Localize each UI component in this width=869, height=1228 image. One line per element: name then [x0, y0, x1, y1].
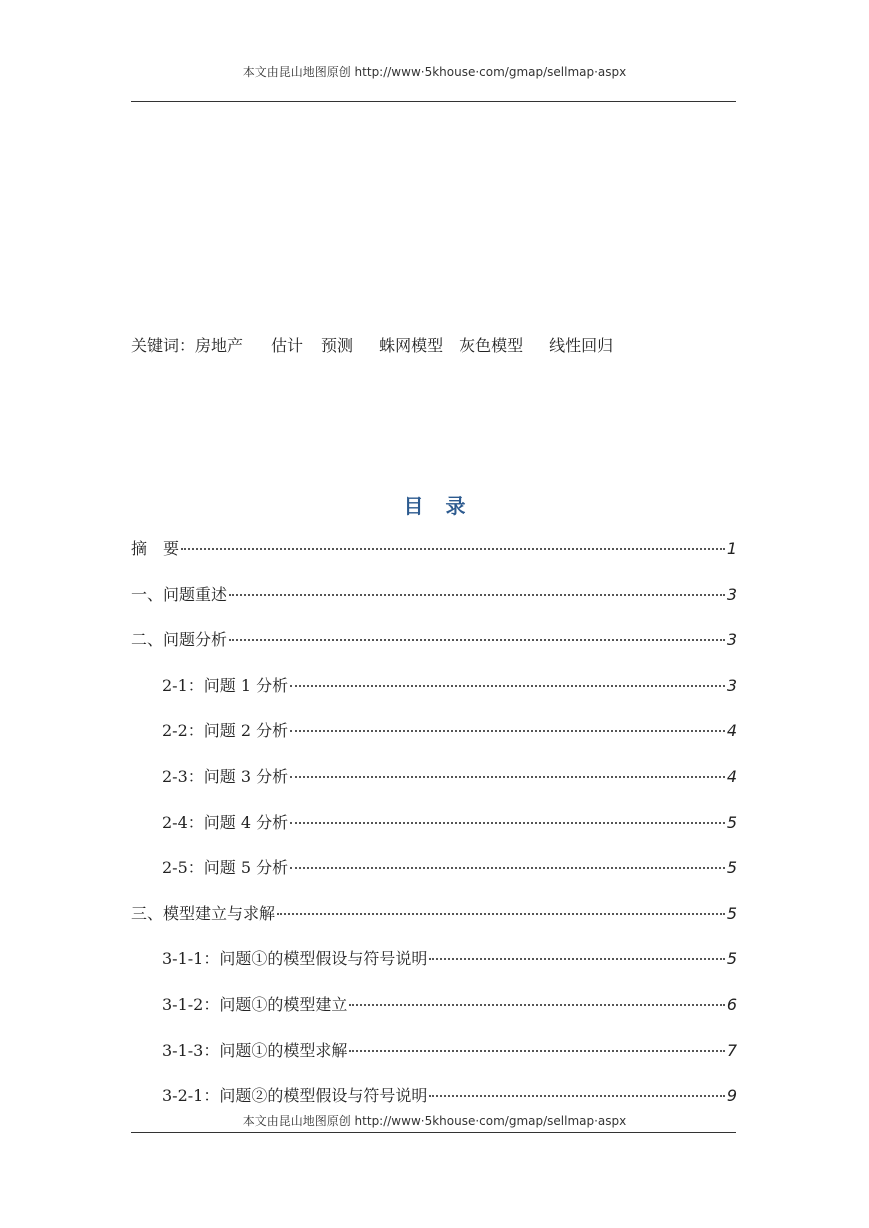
keyword-item: 房地产: [195, 336, 244, 355]
toc-dot-leader: [290, 776, 725, 778]
toc-entry-page: 5: [726, 903, 737, 923]
toc-entry-label: 2-5：问题 5 分析: [162, 858, 289, 878]
keywords-label: 关键词：: [131, 336, 196, 355]
toc-entry-label: 3-1-3：问题①的模型求解: [162, 1040, 348, 1060]
toc-dot-leader: [290, 730, 725, 732]
toc-entry-page: 1: [726, 539, 737, 558]
toc-entry-label: 2-4：问题 4 分析: [162, 812, 289, 832]
toc-entry-label: 2-2：问题 2 分析: [162, 721, 289, 741]
toc-entry-page: 3: [726, 584, 737, 604]
page-header: 本文由昆山地图原创 http://www·5khouse·com/gmap/sellmap·aspx: [242, 65, 627, 79]
toc-entry[interactable]: [131, 536, 737, 582]
keywords-line: [131, 333, 613, 356]
toc-dot-leader: [349, 1004, 724, 1006]
keyword-item: 灰色模型: [459, 336, 524, 355]
toc-dot-leader: [429, 1095, 724, 1097]
toc-dot-leader: [229, 594, 725, 596]
toc-dot-leader: [429, 958, 724, 960]
toc-dot-leader: [290, 685, 725, 687]
toc-entry-page: 5: [726, 949, 737, 969]
keyword-item: 蛛网模型: [379, 336, 444, 355]
toc-dot-leader: [277, 913, 725, 915]
toc-entry[interactable]: [131, 901, 737, 947]
toc-entry-page: 9: [726, 1086, 737, 1106]
toc-entry-label: 三、模型建立与求解: [131, 903, 276, 923]
toc-entry[interactable]: [131, 764, 737, 810]
toc-entry-label: 2-1：问题 1 分析: [162, 675, 289, 695]
toc-entry-label: 3-1-2：问题①的模型建立: [162, 994, 348, 1014]
toc-dot-leader: [290, 867, 725, 869]
footer-divider: [131, 1132, 736, 1133]
toc-dot-leader: [229, 639, 725, 641]
toc-dot-leader: [349, 1050, 724, 1052]
toc-entry-page: 6: [726, 994, 737, 1014]
toc-entry-label: 3-2-1：问题②的模型假设与符号说明: [162, 1086, 428, 1106]
toc-entry-page: 4: [726, 721, 737, 741]
toc-entry[interactable]: [131, 810, 737, 856]
toc-entry-label: 3-1-1：问题①的模型假设与符号说明: [162, 949, 428, 969]
toc-title: 目录: [403, 494, 488, 518]
toc-entry-page: 7: [726, 1040, 737, 1060]
keyword-item: 预测: [321, 336, 354, 355]
toc-dot-leader: [181, 548, 725, 550]
toc-entry[interactable]: [131, 946, 737, 992]
toc-entry[interactable]: [131, 992, 737, 1038]
toc-entry[interactable]: [131, 1038, 737, 1084]
toc-entry-page: 5: [726, 812, 737, 832]
toc-entry[interactable]: [131, 582, 737, 628]
toc-entry-label: 一、问题重述: [131, 584, 228, 604]
toc-entry-label: 摘 要: [131, 539, 180, 558]
page-footer: 本文由昆山地图原创 http://www·5khouse·com/gmap/sellmap·aspx: [242, 1114, 627, 1128]
toc-entry-page: 5: [726, 858, 737, 878]
toc-entry[interactable]: [131, 718, 737, 764]
table-of-contents: [131, 536, 737, 1129]
toc-entry[interactable]: [131, 627, 737, 673]
toc-entry-page: 4: [726, 766, 737, 786]
toc-dot-leader: [290, 822, 725, 824]
toc-entry-label: 2-3：问题 3 分析: [162, 766, 289, 786]
toc-entry[interactable]: [131, 673, 737, 719]
toc-entry[interactable]: [131, 855, 737, 901]
toc-entry-page: 3: [726, 630, 737, 650]
toc-entry-page: 3: [726, 675, 737, 695]
toc-entry-label: 二、问题分析: [131, 630, 228, 650]
header-divider: [131, 101, 736, 102]
keyword-item: 线性回归: [549, 336, 614, 355]
keyword-item: 估计: [271, 336, 304, 355]
